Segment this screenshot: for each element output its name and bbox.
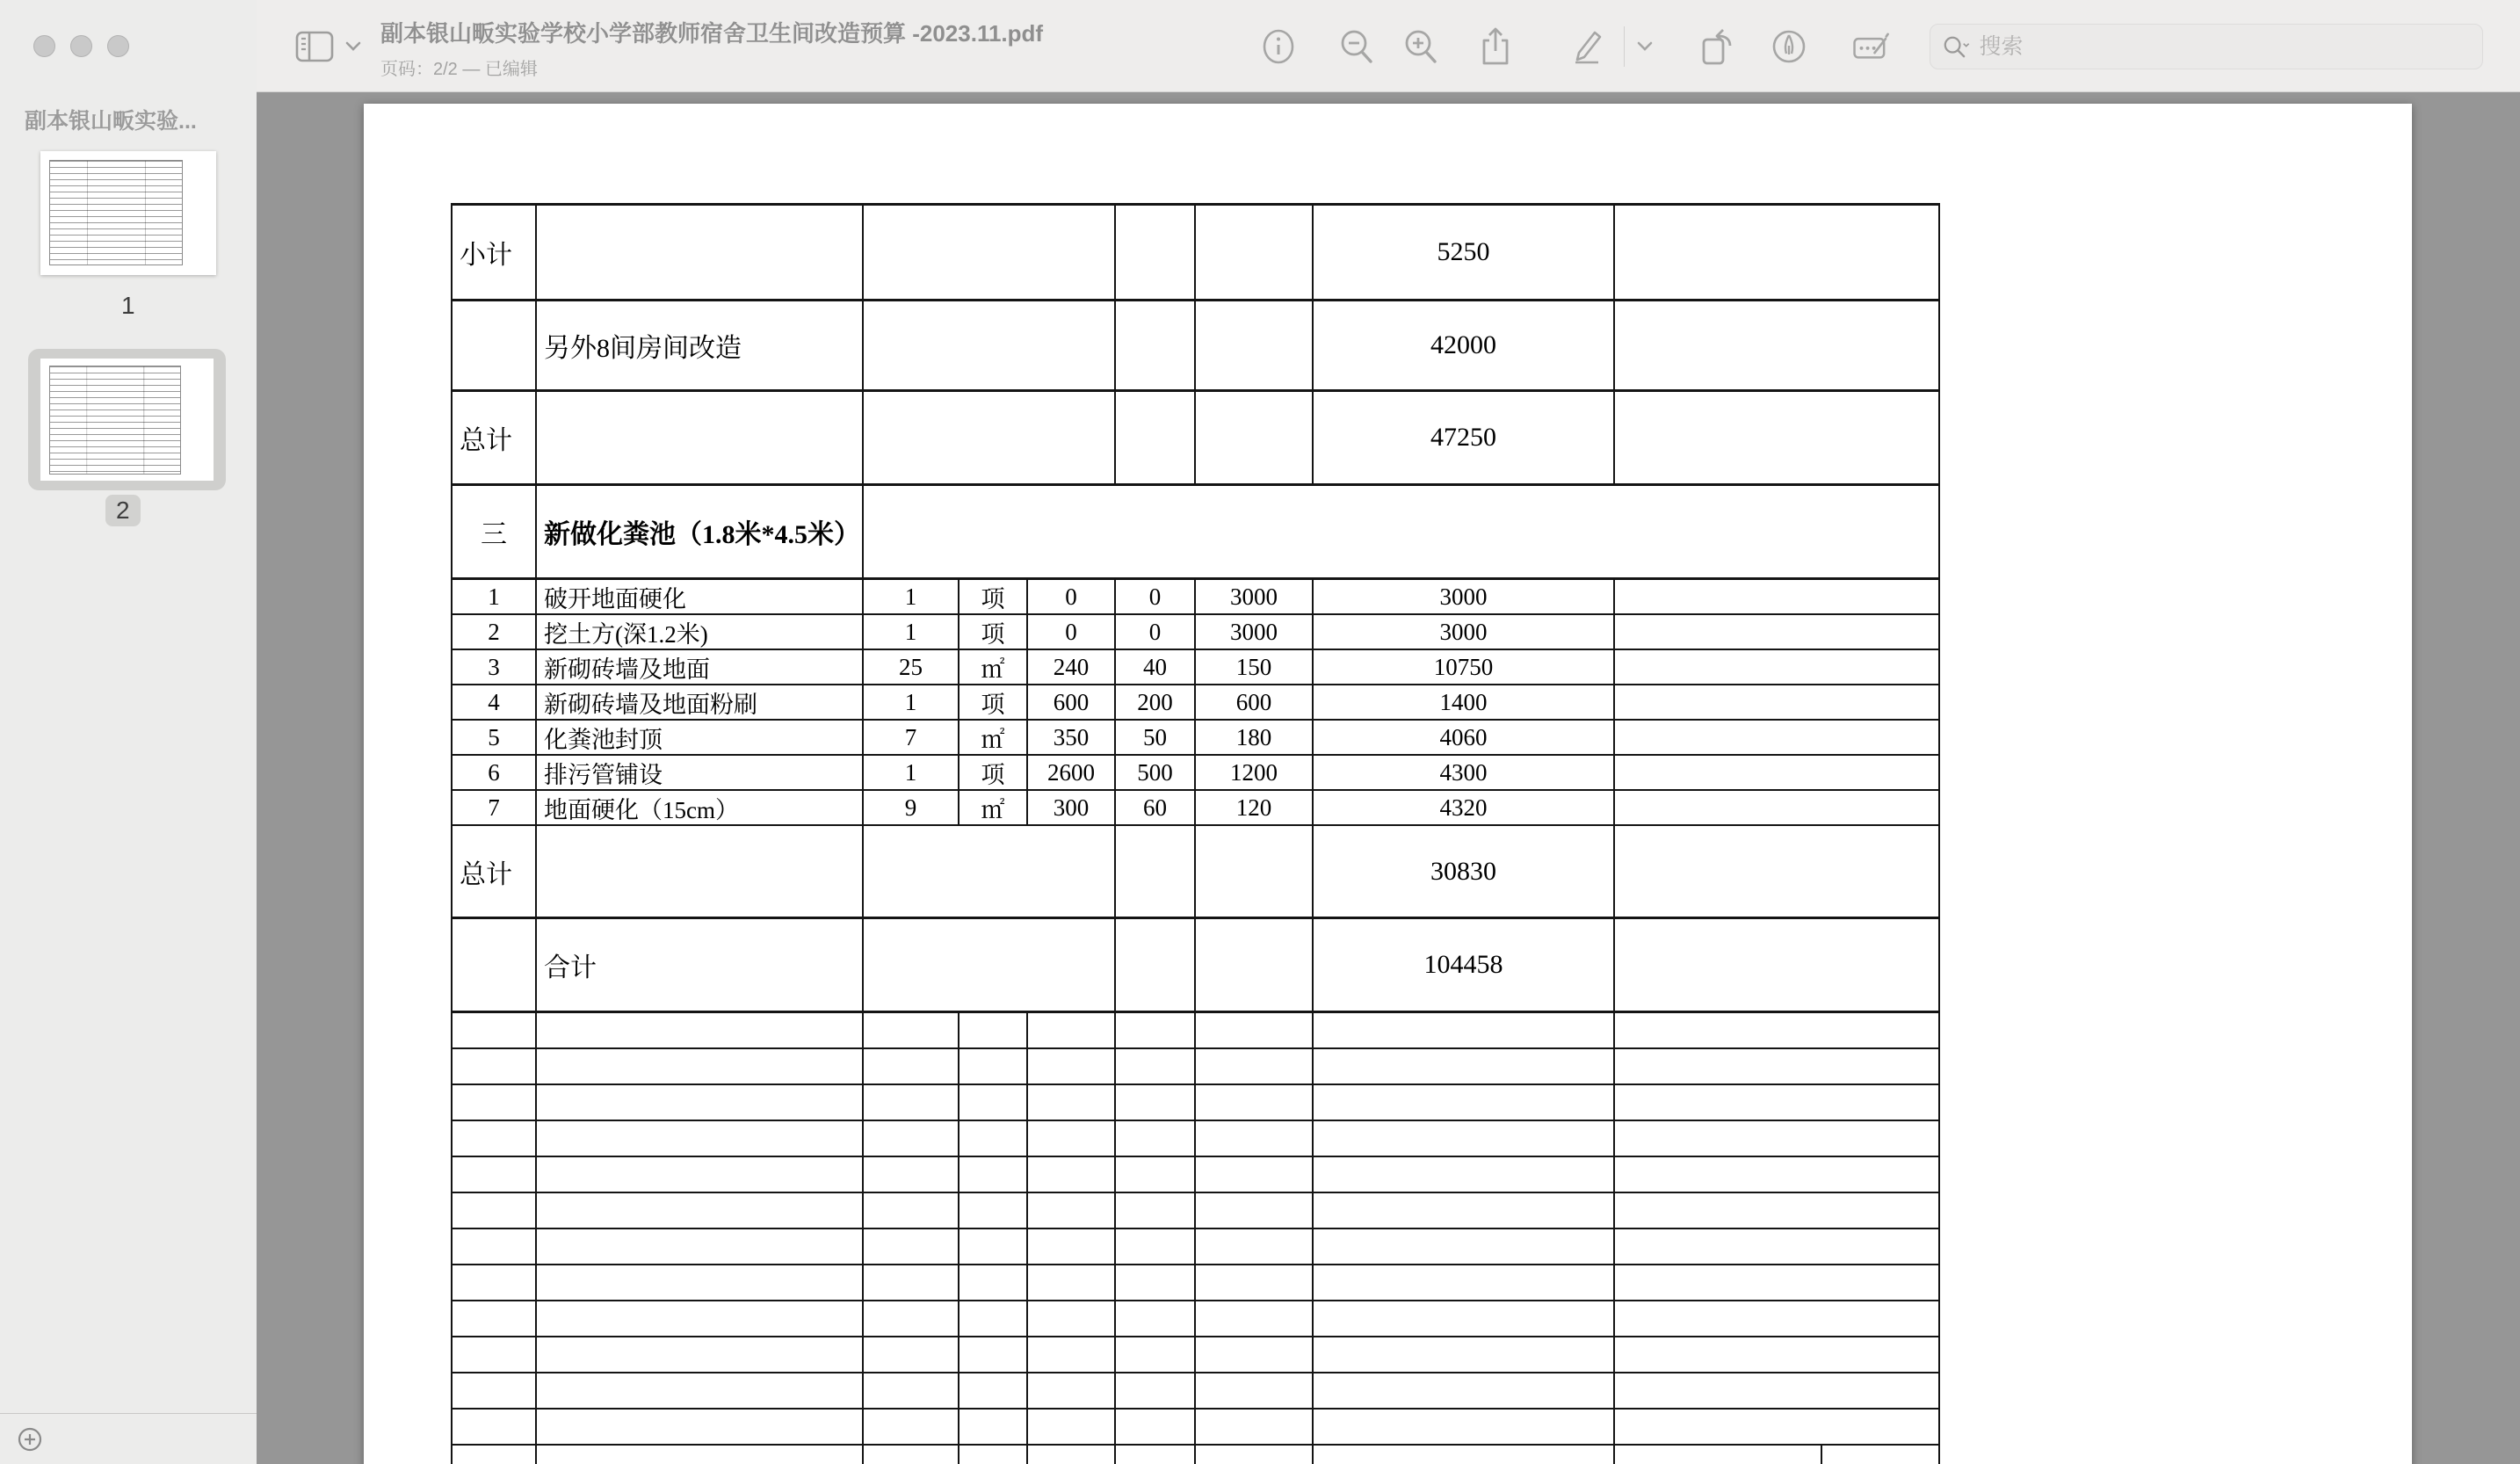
cell: 500 bbox=[1116, 756, 1196, 789]
cell bbox=[1822, 1446, 1940, 1464]
cell bbox=[1314, 1121, 1615, 1156]
cell-amount: 30830 bbox=[1314, 826, 1615, 917]
cell bbox=[537, 392, 864, 483]
cell bbox=[1314, 1373, 1615, 1408]
cell: 1 bbox=[864, 615, 959, 649]
page-thumbnail-2-selected[interactable] bbox=[28, 349, 226, 490]
cell: 0 bbox=[1028, 580, 1116, 613]
cell bbox=[864, 1446, 959, 1464]
cell bbox=[1615, 1265, 1940, 1300]
table-row-empty bbox=[453, 1013, 1940, 1049]
cell bbox=[1314, 1049, 1615, 1084]
thumbnail-1-preview bbox=[49, 160, 183, 265]
cell: 150 bbox=[1196, 650, 1314, 684]
toolbar bbox=[257, 0, 2520, 92]
cell bbox=[1116, 206, 1196, 299]
table-row-empty bbox=[453, 1229, 1940, 1265]
cell bbox=[1314, 1410, 1615, 1444]
cell bbox=[537, 826, 864, 917]
cell-amount: 5250 bbox=[1314, 206, 1615, 299]
cell: 350 bbox=[1028, 721, 1116, 754]
cell bbox=[1196, 1193, 1314, 1228]
table-row-item bbox=[453, 756, 1940, 791]
cell: 1200 bbox=[1196, 756, 1314, 789]
cell bbox=[959, 1446, 1028, 1464]
cell: 7 bbox=[453, 791, 537, 824]
cell bbox=[1615, 580, 1940, 613]
cell bbox=[1196, 1085, 1314, 1120]
cell bbox=[453, 1229, 537, 1264]
cell bbox=[1028, 1013, 1116, 1047]
cell bbox=[959, 1410, 1028, 1444]
cell bbox=[1028, 1373, 1116, 1408]
cell bbox=[537, 1337, 864, 1372]
window-controls bbox=[33, 35, 129, 57]
cell bbox=[1196, 919, 1314, 1011]
cell bbox=[1028, 1229, 1116, 1264]
cell bbox=[1116, 392, 1196, 483]
cell bbox=[1314, 1265, 1615, 1300]
cell bbox=[1196, 1013, 1314, 1047]
table-row-item bbox=[453, 580, 1940, 615]
cell: 项 bbox=[959, 580, 1028, 613]
cell bbox=[1116, 1337, 1196, 1372]
cell: 4320 bbox=[1314, 791, 1615, 824]
cell bbox=[1196, 301, 1314, 389]
cell bbox=[959, 1193, 1028, 1228]
cell bbox=[864, 1301, 959, 1336]
share-icon bbox=[1477, 26, 1514, 67]
cell bbox=[1196, 1301, 1314, 1336]
cell: 200 bbox=[1116, 685, 1196, 719]
plus-circle-icon bbox=[18, 1427, 42, 1452]
cell: 0 bbox=[1116, 580, 1196, 613]
cell-section-index: 三 bbox=[453, 486, 537, 577]
cell bbox=[1196, 826, 1314, 917]
page-number-1: 1 bbox=[121, 292, 135, 319]
table-row-total bbox=[453, 392, 1940, 486]
table-row-section bbox=[453, 486, 1940, 580]
cell: 3 bbox=[453, 650, 537, 684]
cell bbox=[537, 1157, 864, 1192]
cell bbox=[1615, 1410, 1940, 1444]
document-title: 副本银山畈实验学校小学部教师宿舍卫生间改造预算 -2023.11.pdf bbox=[380, 20, 1044, 47]
cell bbox=[1615, 791, 1940, 824]
cell bbox=[537, 1049, 864, 1084]
cell: 240 bbox=[1028, 650, 1116, 684]
markup-chevron-icon bbox=[1636, 41, 1654, 52]
sidebar-toggle-icon bbox=[294, 29, 335, 64]
sidebar-footer-divider bbox=[0, 1413, 257, 1414]
cell: 300 bbox=[1028, 791, 1116, 824]
cell bbox=[1116, 1410, 1196, 1444]
cell: 25 bbox=[864, 650, 959, 684]
cell: 120 bbox=[1196, 791, 1314, 824]
sidebar-toggle-button[interactable] bbox=[294, 26, 335, 67]
sidebar-doc-title: 副本银山畈实验... bbox=[25, 109, 197, 134]
cell-name: 另外8间房间改造 bbox=[537, 301, 864, 389]
cell bbox=[1116, 1121, 1196, 1156]
cell bbox=[1116, 919, 1196, 1011]
document-status: 页码：2/2 — 已编辑 bbox=[380, 60, 538, 79]
cell bbox=[1028, 1049, 1116, 1084]
cell bbox=[864, 1121, 959, 1156]
cell bbox=[1615, 301, 1940, 389]
table-row-empty bbox=[453, 1301, 1940, 1337]
cell bbox=[537, 1410, 864, 1444]
cell bbox=[1028, 1337, 1116, 1372]
cell: 挖土方(深1.2米) bbox=[537, 615, 864, 649]
cell bbox=[1615, 1301, 1940, 1336]
cell-label: 合计 bbox=[537, 919, 864, 1011]
table-row-empty bbox=[453, 1410, 1940, 1446]
zoom-out-button[interactable] bbox=[1336, 26, 1377, 67]
cell bbox=[453, 1013, 537, 1047]
cell bbox=[453, 919, 537, 1011]
cell bbox=[453, 301, 537, 389]
cell bbox=[1116, 1301, 1196, 1336]
empty-rows bbox=[453, 1013, 1940, 1464]
cell: ㎡ bbox=[959, 650, 1028, 684]
cell bbox=[959, 1049, 1028, 1084]
cell: 1 bbox=[864, 756, 959, 789]
cell bbox=[864, 301, 1116, 389]
cell: 项 bbox=[959, 615, 1028, 649]
cell bbox=[1116, 301, 1196, 389]
table-row-item bbox=[453, 721, 1940, 756]
cell bbox=[537, 1373, 864, 1408]
table-row-item bbox=[453, 685, 1940, 721]
cell bbox=[864, 1373, 959, 1408]
cell bbox=[864, 1049, 959, 1084]
cell bbox=[453, 1265, 537, 1300]
search-input[interactable] bbox=[1978, 33, 2470, 61]
cell: 新砌砖墙及地面粉刷 bbox=[537, 685, 864, 719]
cell: 新砌砖墙及地面 bbox=[537, 650, 864, 684]
pdf-content-area bbox=[257, 92, 2520, 1464]
sign-pen-icon bbox=[1769, 26, 1809, 67]
cell bbox=[1615, 615, 1940, 649]
cell bbox=[537, 1193, 864, 1228]
cell bbox=[1615, 1337, 1940, 1372]
rotate-left-icon bbox=[1697, 25, 1737, 68]
cell bbox=[1314, 1193, 1615, 1228]
cell bbox=[1314, 1085, 1615, 1120]
cell: ㎡ bbox=[959, 791, 1028, 824]
cell: 0 bbox=[1028, 615, 1116, 649]
table-row-item bbox=[453, 650, 1940, 685]
cell-amount: 104458 bbox=[1314, 919, 1615, 1011]
cell bbox=[1116, 1013, 1196, 1047]
thumbnail-2-page bbox=[40, 359, 214, 481]
cell bbox=[537, 1085, 864, 1120]
cell: 4060 bbox=[1314, 721, 1615, 754]
info-icon bbox=[1260, 28, 1297, 65]
cell bbox=[864, 486, 1940, 577]
cell: 0 bbox=[1116, 615, 1196, 649]
cell bbox=[1028, 1301, 1116, 1336]
cell bbox=[1314, 1446, 1615, 1464]
cell: 180 bbox=[1196, 721, 1314, 754]
cell bbox=[1615, 1373, 1940, 1408]
cell: 10750 bbox=[1314, 650, 1615, 684]
cell bbox=[1028, 1121, 1116, 1156]
cell bbox=[1314, 1337, 1615, 1372]
cell bbox=[453, 1301, 537, 1336]
cell: 600 bbox=[1196, 685, 1314, 719]
cell: 3000 bbox=[1196, 580, 1314, 613]
cell bbox=[1615, 826, 1940, 917]
cell bbox=[959, 1301, 1028, 1336]
cell: 600 bbox=[1028, 685, 1116, 719]
cell bbox=[1028, 1085, 1116, 1120]
cell bbox=[1615, 685, 1940, 719]
cell: 9 bbox=[864, 791, 959, 824]
zoom-out-icon bbox=[1337, 27, 1376, 66]
cell bbox=[1615, 1013, 1940, 1047]
cell bbox=[864, 1193, 959, 1228]
zoom-in-icon bbox=[1401, 27, 1440, 66]
cell bbox=[1615, 1085, 1940, 1120]
table-row-empty bbox=[453, 1085, 1940, 1121]
minimize-window-button[interactable] bbox=[70, 35, 92, 57]
cell bbox=[864, 392, 1116, 483]
cell bbox=[1196, 206, 1314, 299]
cell: 3000 bbox=[1314, 615, 1615, 649]
cell bbox=[864, 206, 1116, 299]
chevron-down-icon bbox=[344, 41, 362, 52]
cell bbox=[537, 1229, 864, 1264]
cell: 1 bbox=[864, 580, 959, 613]
item-rows bbox=[453, 580, 1940, 826]
cell bbox=[453, 1193, 537, 1228]
cell bbox=[1116, 1265, 1196, 1300]
cell bbox=[959, 1085, 1028, 1120]
cell: 破开地面硬化 bbox=[537, 580, 864, 613]
cell bbox=[453, 1157, 537, 1192]
cell bbox=[1028, 1193, 1116, 1228]
cell-label: 总计 bbox=[453, 826, 537, 917]
cell bbox=[1615, 756, 1940, 789]
cell: 3000 bbox=[1314, 580, 1615, 613]
cell bbox=[1196, 392, 1314, 483]
cell bbox=[864, 1410, 959, 1444]
page-thumbnail-1[interactable] bbox=[40, 151, 216, 275]
rotate-left-button[interactable] bbox=[1697, 26, 1737, 67]
cell bbox=[864, 1229, 959, 1264]
table-row-subtotal bbox=[453, 206, 1940, 301]
markup-button[interactable] bbox=[1567, 26, 1607, 67]
markup-menu-button[interactable] bbox=[1627, 26, 1662, 67]
cell bbox=[453, 1085, 537, 1120]
cell bbox=[537, 1121, 864, 1156]
info-button[interactable] bbox=[1258, 26, 1299, 67]
cell bbox=[959, 1229, 1028, 1264]
table-row-empty bbox=[453, 1121, 1940, 1157]
cell bbox=[1615, 1229, 1940, 1264]
cell: ㎡ bbox=[959, 721, 1028, 754]
title-block bbox=[380, 16, 1043, 80]
cell bbox=[1615, 1121, 1940, 1156]
cell: 2 bbox=[453, 615, 537, 649]
cell bbox=[1196, 1049, 1314, 1084]
cell bbox=[959, 1337, 1028, 1372]
cell bbox=[959, 1013, 1028, 1047]
cell: 5 bbox=[453, 721, 537, 754]
sidebar-mode-menu[interactable] bbox=[341, 26, 366, 67]
page-number-2: 2 bbox=[105, 495, 141, 526]
cell bbox=[1314, 1157, 1615, 1192]
cell bbox=[1196, 1121, 1314, 1156]
thumbnail-2-preview bbox=[49, 366, 181, 475]
cell: 1400 bbox=[1314, 685, 1615, 719]
search-icon bbox=[1943, 34, 1971, 59]
cell bbox=[1196, 1446, 1314, 1464]
budget-table bbox=[451, 203, 1940, 1464]
share-button[interactable] bbox=[1475, 26, 1516, 67]
table-row-empty bbox=[453, 1157, 1940, 1193]
cell bbox=[1116, 1157, 1196, 1192]
cell: 排污管铺设 bbox=[537, 756, 864, 789]
cell bbox=[1028, 1446, 1116, 1464]
cell bbox=[959, 1157, 1028, 1192]
cell bbox=[1615, 1049, 1940, 1084]
cell bbox=[864, 1013, 959, 1047]
cell bbox=[453, 1049, 537, 1084]
cell-label: 小计 bbox=[453, 206, 537, 299]
cell-amount: 42000 bbox=[1314, 301, 1615, 389]
thumbnail-sidebar bbox=[0, 0, 257, 1464]
cell bbox=[537, 1013, 864, 1047]
cell bbox=[537, 1446, 864, 1464]
cell bbox=[453, 1373, 537, 1408]
cell bbox=[1314, 1013, 1615, 1047]
cell bbox=[1028, 1410, 1116, 1444]
cell bbox=[1615, 650, 1940, 684]
cell bbox=[1314, 1229, 1615, 1264]
cell bbox=[537, 1301, 864, 1336]
table-row-item bbox=[453, 791, 1940, 826]
cell: 3000 bbox=[1196, 615, 1314, 649]
cell bbox=[1196, 1265, 1314, 1300]
cell: 1 bbox=[453, 580, 537, 613]
pdf-page-2 bbox=[364, 104, 2412, 1464]
cell bbox=[864, 1085, 959, 1120]
cell bbox=[1615, 1157, 1940, 1192]
cell bbox=[537, 1265, 864, 1300]
cell: 40 bbox=[1116, 650, 1196, 684]
table-row-section-total bbox=[453, 826, 1940, 919]
zoom-in-button[interactable] bbox=[1401, 26, 1441, 67]
sign-button[interactable] bbox=[1769, 26, 1809, 67]
table-row-empty-partial bbox=[453, 1446, 1940, 1464]
cell bbox=[864, 1157, 959, 1192]
cell bbox=[1116, 826, 1196, 917]
cell bbox=[1615, 392, 1940, 483]
cell bbox=[1615, 206, 1940, 299]
cell: 50 bbox=[1116, 721, 1196, 754]
cell: 4 bbox=[453, 685, 537, 719]
cell-amount: 47250 bbox=[1314, 392, 1615, 483]
cell bbox=[1116, 1049, 1196, 1084]
table-row-grand-total bbox=[453, 919, 1940, 1013]
cell: 7 bbox=[864, 721, 959, 754]
cell: 项 bbox=[959, 685, 1028, 719]
add-page-button[interactable] bbox=[18, 1427, 42, 1452]
cell bbox=[1116, 1373, 1196, 1408]
cell-section-title: 新做化粪池（1.8米*4.5米） bbox=[537, 486, 864, 577]
cell bbox=[1028, 1157, 1116, 1192]
cell bbox=[1615, 1193, 1940, 1228]
cell: 4300 bbox=[1314, 756, 1615, 789]
cell bbox=[959, 1121, 1028, 1156]
cell bbox=[1196, 1410, 1314, 1444]
cell bbox=[1196, 1229, 1314, 1264]
cell bbox=[453, 1121, 537, 1156]
cell-label: 总计 bbox=[453, 392, 537, 483]
markup-pencil-icon bbox=[1567, 26, 1607, 67]
cell: 60 bbox=[1116, 791, 1196, 824]
table-row-empty bbox=[453, 1265, 1940, 1301]
table-row-empty bbox=[453, 1049, 1940, 1085]
cell: 1 bbox=[864, 685, 959, 719]
cell bbox=[453, 1337, 537, 1372]
search-field[interactable] bbox=[1930, 24, 2483, 69]
cell: 6 bbox=[453, 756, 537, 789]
cell: 地面硬化（15cm） bbox=[537, 791, 864, 824]
cell bbox=[1314, 1301, 1615, 1336]
table-row-item bbox=[453, 615, 1940, 650]
cell bbox=[453, 1446, 537, 1464]
cell bbox=[1116, 1193, 1196, 1228]
cell bbox=[864, 1337, 959, 1372]
cell bbox=[1116, 1229, 1196, 1264]
zoom-window-button[interactable] bbox=[107, 35, 129, 57]
close-window-button[interactable] bbox=[33, 35, 55, 57]
toolbar-divider bbox=[1624, 26, 1625, 67]
cell bbox=[1028, 1265, 1116, 1300]
table-row-empty bbox=[453, 1337, 1940, 1373]
cell: 2600 bbox=[1028, 756, 1116, 789]
cell bbox=[864, 1265, 959, 1300]
cell bbox=[1615, 919, 1940, 1011]
cell bbox=[537, 206, 864, 299]
cell bbox=[864, 919, 1116, 1011]
cell: 化粪池封顶 bbox=[537, 721, 864, 754]
cell bbox=[1615, 721, 1940, 754]
cell bbox=[1196, 1373, 1314, 1408]
table-row-empty bbox=[453, 1193, 1940, 1229]
text-note-icon bbox=[1851, 27, 1892, 66]
table-row-empty bbox=[453, 1373, 1940, 1410]
cell bbox=[1196, 1157, 1314, 1192]
cell bbox=[959, 1373, 1028, 1408]
table-row-extra bbox=[453, 301, 1940, 392]
text-annotation-button[interactable] bbox=[1851, 26, 1892, 67]
cell bbox=[1196, 1337, 1314, 1372]
cell bbox=[453, 1410, 537, 1444]
cell: 项 bbox=[959, 756, 1028, 789]
cell bbox=[959, 1265, 1028, 1300]
cell bbox=[1615, 1446, 1822, 1464]
cell bbox=[864, 826, 1116, 917]
cell bbox=[1116, 1446, 1196, 1464]
cell bbox=[1116, 1085, 1196, 1120]
